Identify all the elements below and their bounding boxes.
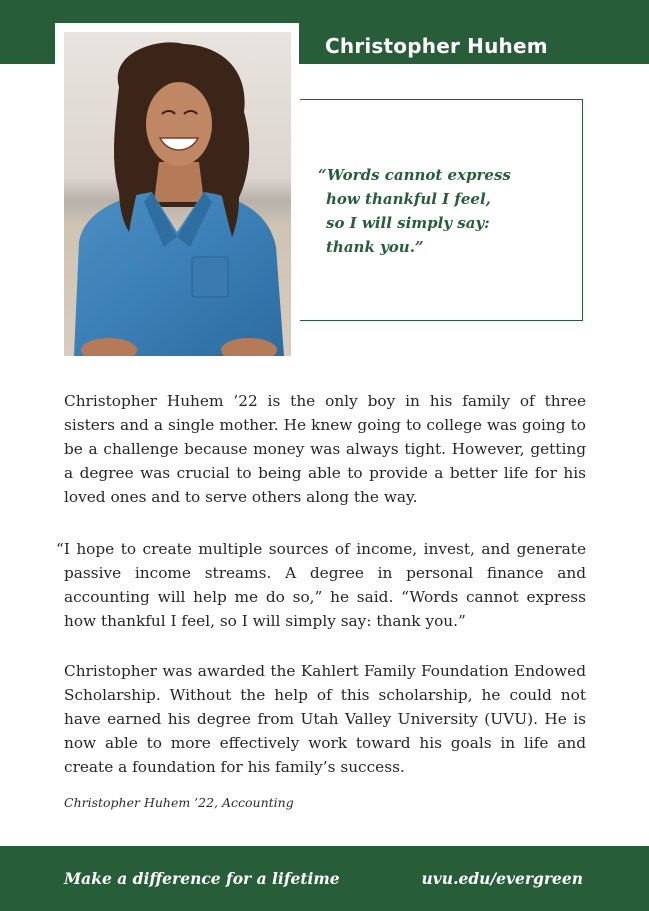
story-paragraph-3: Christopher was awarded the Kahlert Family Foundation Endowed Scholarship. Without the help of this scholarship, he could not have earned his degree from Utah Valley University (UVU). He is now able to more effectively work toward his goals in life and create a foundation for his family’s success. xyxy=(64,662,586,776)
footer-tagline: Make a difference for a lifetime xyxy=(64,869,340,888)
story-paragraph-1: Christopher Huhem ’22 is the only boy in his family of three sisters and a single mother. He knew going to college was going to be a challenge because money was always tight. However, getting a degree was crucial to being able to provide a better life for his loved ones and to serve others along the way. xyxy=(64,392,586,506)
story-paragraph-2-text: “I hope to create multiple sources of income, invest, and generate passive income streams. A degree in personal finance and accounting will help me do so,” he said. “Words cannot express how thankful I feel, so I will simply say: thank you.” xyxy=(56,540,586,630)
pull-quote-line: “Words cannot express xyxy=(318,166,511,184)
pull-quote xyxy=(318,163,538,259)
story-paragraph-2 xyxy=(56,537,586,633)
pull-quote-line: thank you.” xyxy=(326,238,424,256)
photo-caption: Christopher Huhem ’22, Accounting xyxy=(64,795,294,810)
footer-url-link[interactable]: uvu.edu/evergreen xyxy=(421,869,583,888)
student-photo xyxy=(64,32,291,356)
pull-quote-line: so I will simply say: xyxy=(326,214,490,232)
student-name-heading: Christopher Huhem xyxy=(325,34,548,58)
pull-quote-line: how thankful I feel, xyxy=(326,190,491,208)
